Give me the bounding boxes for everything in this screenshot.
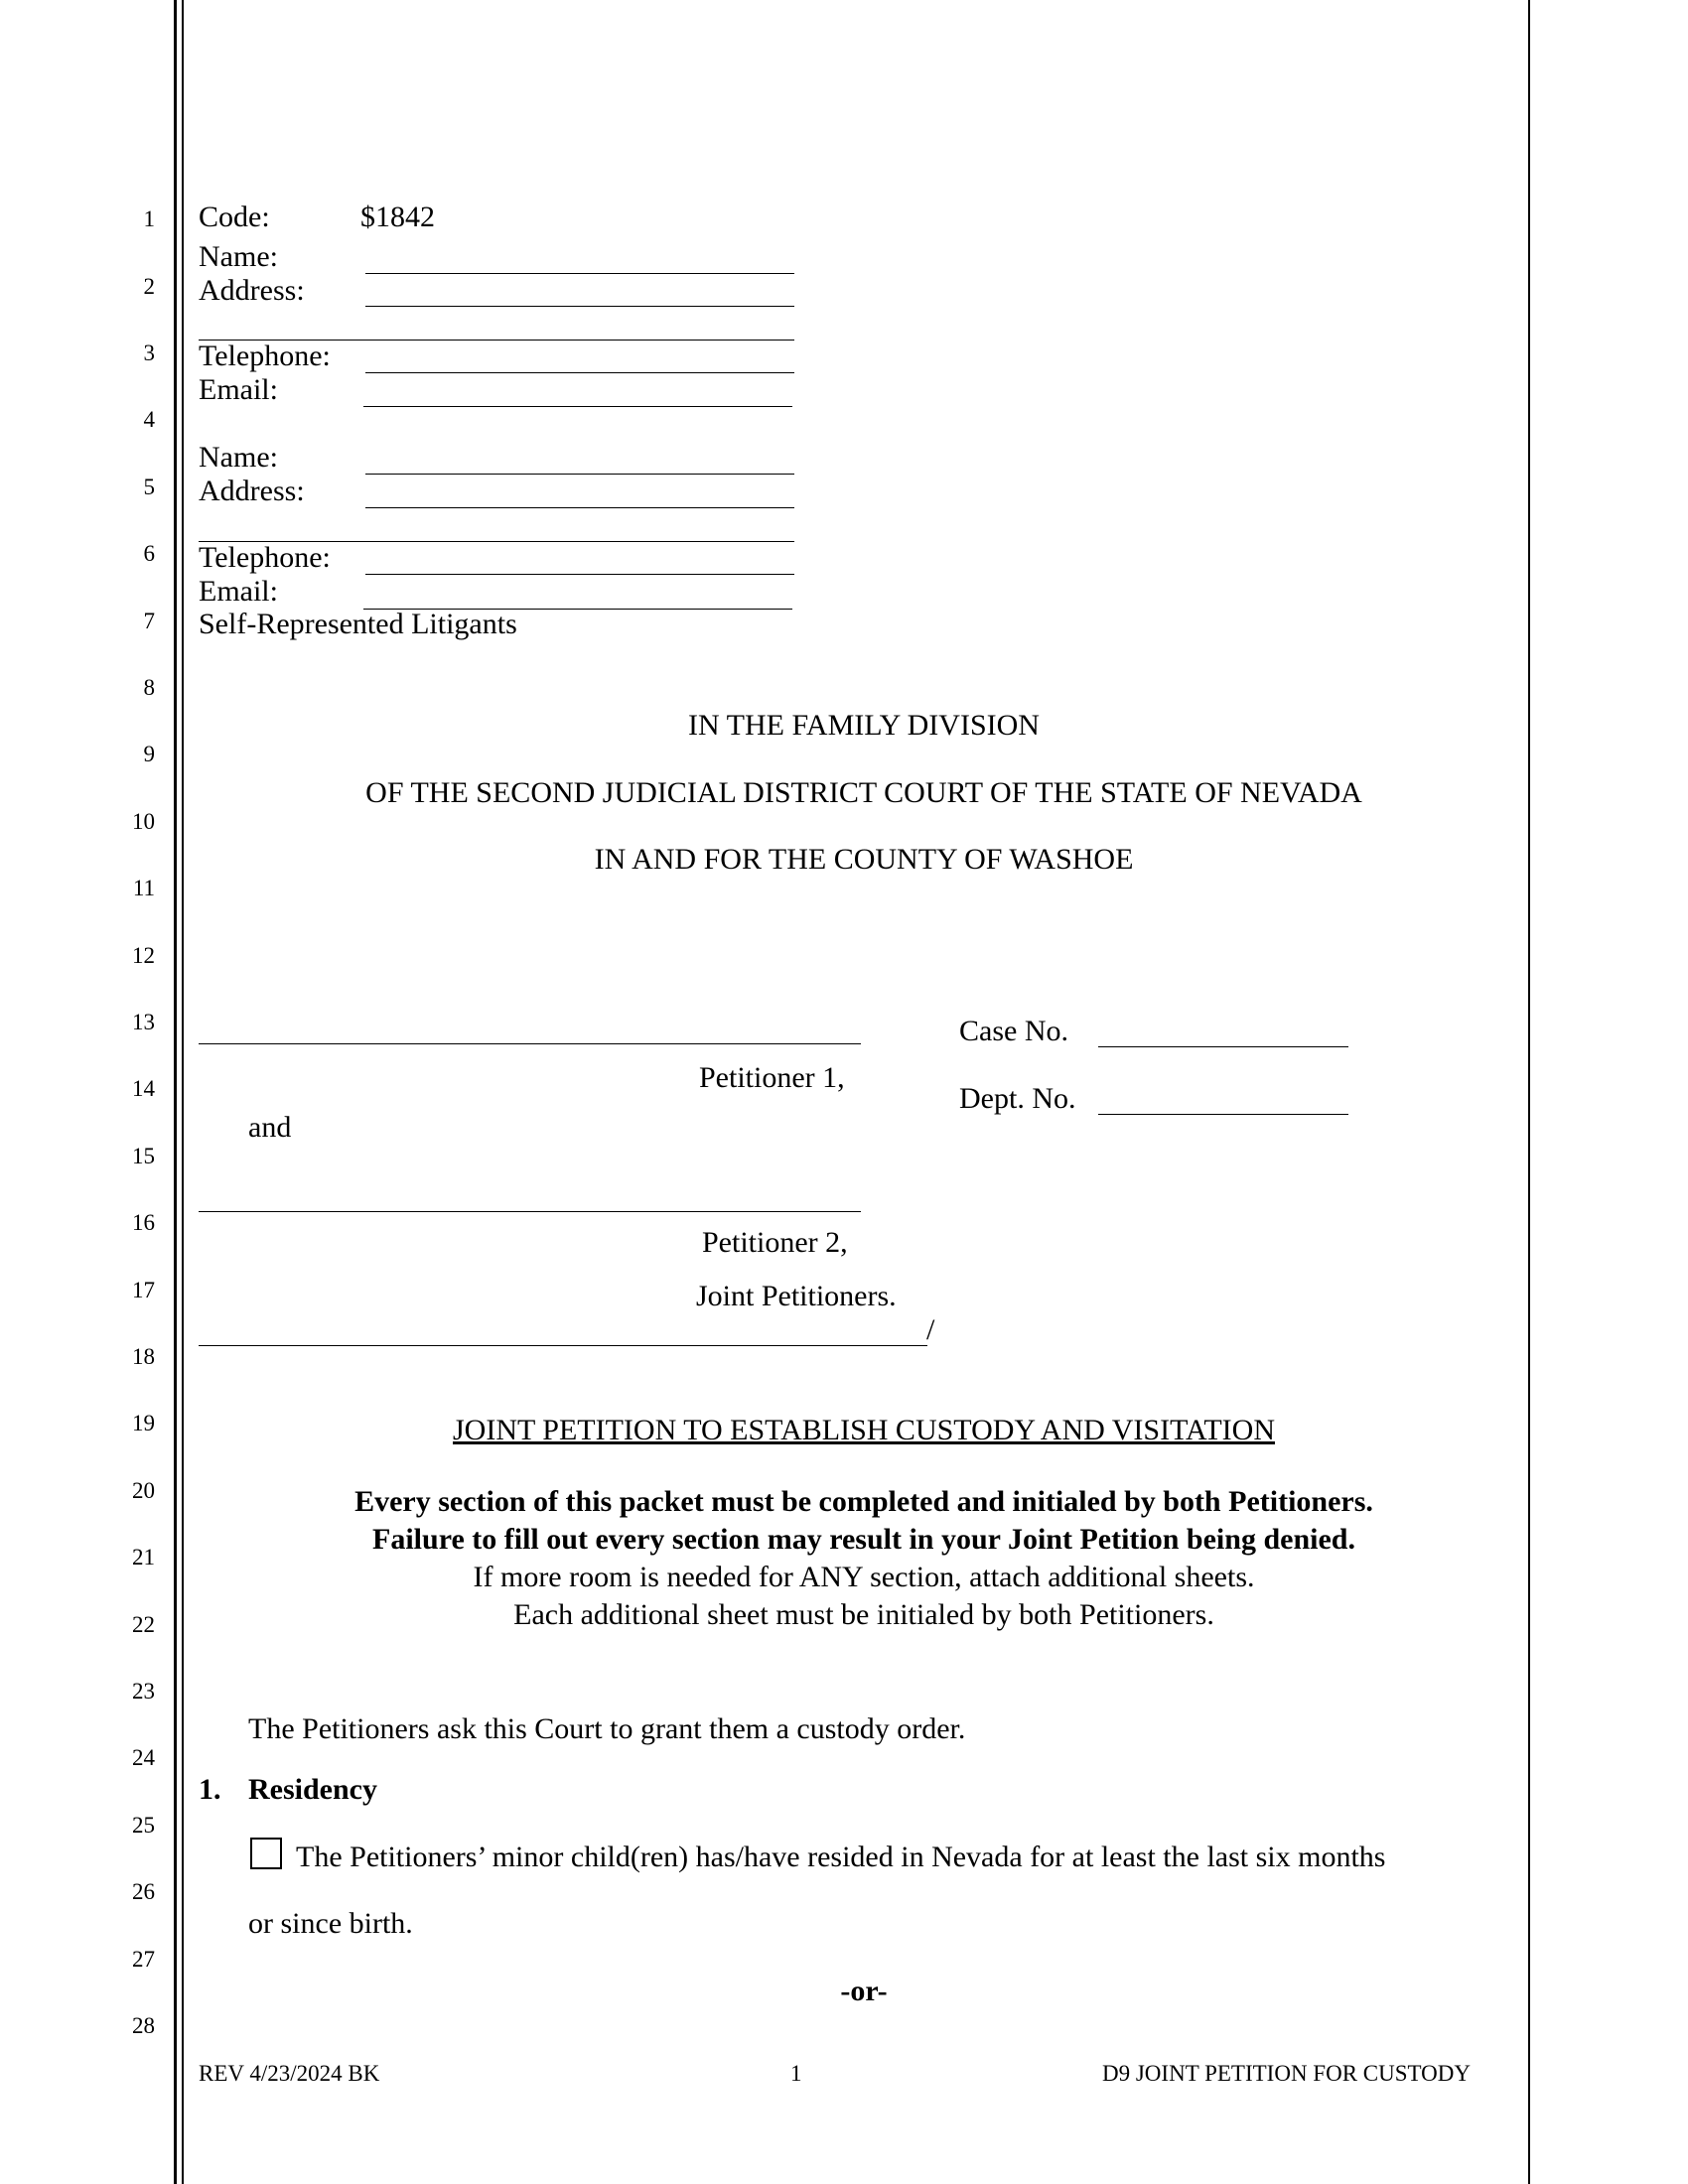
party2-name-field[interactable] <box>365 474 794 475</box>
line-number: 15 <box>132 1144 155 1168</box>
or-separator: -or- <box>840 1975 888 2007</box>
instruction-bold-2: Failure to fill out every section may result in your Joint Petition being denied. <box>372 1523 1355 1556</box>
party2-name-label: Name: <box>199 441 278 474</box>
section1-title: Residency <box>248 1773 377 1806</box>
line-number: 12 <box>132 943 155 968</box>
line-number: 10 <box>132 809 155 834</box>
section1-number: 1. <box>199 1773 221 1806</box>
litigants-note: Self-Represented Litigants <box>199 608 517 640</box>
line-number: 2 <box>143 274 155 299</box>
intro-text: The Petitioners ask this Court to grant them a custody order. <box>248 1712 966 1745</box>
line-number: 8 <box>143 675 155 700</box>
line-number: 7 <box>143 609 155 633</box>
case-no-label: Case No. <box>959 1015 1068 1047</box>
code-label: Code: <box>199 201 270 233</box>
line-number: 3 <box>143 341 155 365</box>
party1-email-label: Email: <box>199 373 278 406</box>
line-number: 26 <box>132 1879 155 1904</box>
line-number: 14 <box>132 1076 155 1101</box>
instruction-bold-1: Every section of this packet must be completed and initialed by both Petitioners. <box>354 1485 1373 1518</box>
party1-name-field[interactable] <box>365 273 794 274</box>
petitioner1-label: Petitioner 1, <box>699 1061 845 1094</box>
line-number: 27 <box>132 1947 155 1972</box>
party2-email-label: Email: <box>199 575 278 608</box>
court-heading-line2: OF THE SECOND JUDICIAL DISTRICT COURT OF THE STATE OF NEVADA <box>365 776 1362 809</box>
footer-page-number: 1 <box>790 2061 802 2086</box>
and-label: and <box>248 1111 292 1144</box>
court-heading-line1: IN THE FAMILY DIVISION <box>688 709 1040 742</box>
court-heading-line3: IN AND FOR THE COUNTY OF WASHOE <box>594 843 1134 876</box>
footer-revision: REV 4/23/2024 BK <box>199 2061 380 2086</box>
line-number: 25 <box>132 1813 155 1838</box>
instruction-normal-2: Each additional sheet must be initialed by both Petitioners. <box>513 1598 1214 1631</box>
case-no-field[interactable] <box>1098 1046 1348 1047</box>
line-number: 5 <box>143 475 155 499</box>
line-number: 16 <box>132 1210 155 1235</box>
residency-option1-text-cont: or since birth. <box>248 1907 413 1940</box>
line-number: 19 <box>132 1411 155 1435</box>
line-number: 24 <box>132 1745 155 1770</box>
line-number: 13 <box>132 1010 155 1034</box>
line-number: 18 <box>132 1344 155 1369</box>
line-number: 21 <box>132 1545 155 1570</box>
party2-telephone-label: Telephone: <box>199 541 331 574</box>
joint-petitioners-label: Joint Petitioners. <box>696 1280 897 1312</box>
line-number: 22 <box>132 1612 155 1637</box>
dept-no-label: Dept. No. <box>959 1082 1076 1115</box>
line-number: 11 <box>132 876 155 900</box>
left-margin-line-outer <box>174 0 177 2184</box>
line-number: 20 <box>132 1478 155 1503</box>
caption-bottom-rule <box>199 1345 927 1346</box>
dept-no-field[interactable] <box>1098 1114 1348 1115</box>
party1-address-field[interactable] <box>365 306 794 307</box>
party1-email-field[interactable] <box>363 406 792 407</box>
line-number: 23 <box>132 1679 155 1704</box>
footer-form-name: D9 JOINT PETITION FOR CUSTODY <box>1102 2061 1471 2086</box>
party2-telephone-field[interactable] <box>365 574 794 575</box>
line-number: 9 <box>143 742 155 766</box>
party1-address-label: Address: <box>199 274 305 307</box>
instruction-normal-1: If more room is needed for ANY section, attach additional sheets. <box>473 1561 1255 1593</box>
party1-name-label: Name: <box>199 240 278 273</box>
right-margin-line <box>1528 0 1530 2184</box>
document-title: JOINT PETITION TO ESTABLISH CUSTODY AND VISITATION <box>453 1414 1275 1446</box>
party2-address-label: Address: <box>199 475 305 507</box>
caption-slash: / <box>926 1313 935 1346</box>
party2-address-field[interactable] <box>365 507 794 508</box>
petitioner2-label: Petitioner 2, <box>702 1226 848 1259</box>
party1-telephone-label: Telephone: <box>199 340 331 372</box>
line-number: 4 <box>143 407 155 432</box>
line-number: 1 <box>143 206 155 231</box>
line-number: 6 <box>143 541 155 566</box>
petitioner2-name-field[interactable] <box>199 1211 861 1212</box>
petitioner1-name-field[interactable] <box>199 1043 861 1044</box>
party1-telephone-field[interactable] <box>365 372 794 373</box>
code-value: $1842 <box>360 201 435 233</box>
residency-option1-checkbox[interactable] <box>250 1838 282 1869</box>
line-number: 28 <box>132 2013 155 2038</box>
residency-option1-text: The Petitioners’ minor child(ren) has/have resided in Nevada for at least the last six months <box>296 1841 1386 1873</box>
left-margin-line-inner <box>182 0 184 2184</box>
line-number: 17 <box>132 1278 155 1302</box>
